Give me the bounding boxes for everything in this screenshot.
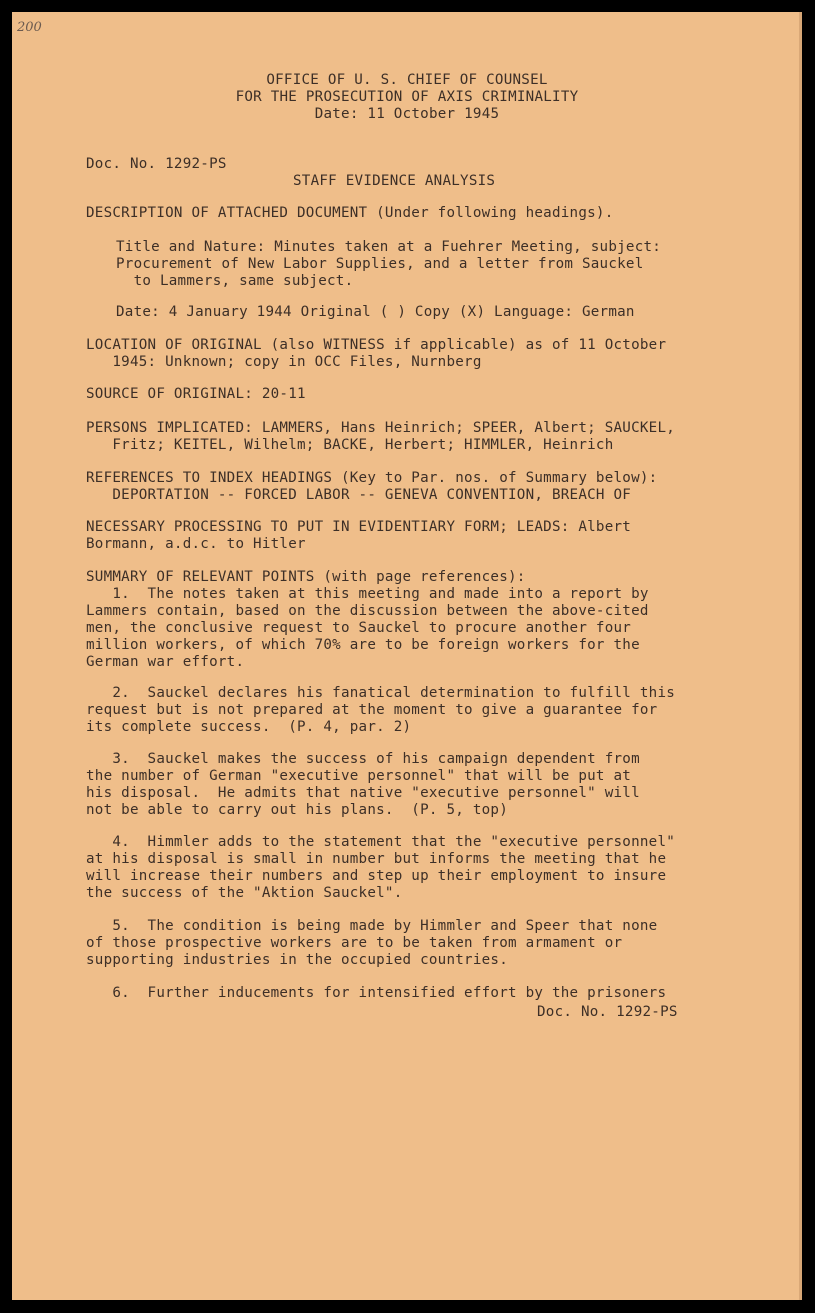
point-line: will increase their numbers and step up their employment to insure (86, 868, 667, 884)
analysis-title: STAFF EVIDENCE ANALYSIS (293, 173, 496, 189)
header-date: Date: 11 October 1945 (314, 106, 500, 122)
point-line: 3. Sauckel makes the success of his campaign dependent from (86, 751, 640, 767)
persons-line: Fritz; KEITEL, Wilhelm; BACKE, Herbert; HIMMLER, Heinrich (86, 437, 614, 453)
point-line: request but is not prepared at the moment to give a guarantee for (86, 702, 658, 718)
necessary-line: NECESSARY PROCESSING TO PUT IN EVIDENTIARY FORM; LEADS: Albert (86, 519, 632, 535)
handwritten-annotation: 200 (17, 20, 42, 35)
point-line: 4. Himmler adds to the statement that the "executive personnel" (86, 834, 676, 850)
point-line: its complete success. (P. 4, par. 2) (86, 719, 412, 735)
point-line: his disposal. He admits that native "executive personnel" will (86, 785, 640, 801)
point-line: 5. The condition is being made by Himmler and Speer that none (86, 918, 658, 934)
point-line: 2. Sauckel declares his fanatical determination to fulfill this (86, 685, 676, 701)
point-line: German war effort. (86, 654, 245, 670)
point-line: the success of the "Aktion Sauckel". (86, 885, 403, 901)
point-line: at his disposal is small in number but informs the meeting that he (86, 851, 667, 867)
title-nature-line: Title and Nature: Minutes taken at a Fuehrer Meeting, subject: (116, 239, 662, 255)
references-line: REFERENCES TO INDEX HEADINGS (Key to Par. nos. of Summary below): (86, 470, 658, 486)
persons-line: PERSONS IMPLICATED: LAMMERS, Hans Heinrich; SPEER, Albert; SAUCKEL, (86, 420, 676, 436)
point-line: of those prospective workers are to be taken from armament or (86, 935, 623, 951)
point-line: supporting industries in the occupied countries. (86, 952, 508, 968)
doc-number: Doc. No. 1292-PS (86, 156, 227, 172)
point-line: men, the conclusive request to Sauckel to procure another four (86, 620, 632, 636)
source-line: SOURCE OF ORIGINAL: 20-11 (86, 386, 306, 402)
document-page (12, 12, 802, 1300)
footer-doc-number: Doc. No. 1292-PS (537, 1004, 678, 1020)
header-line-1: OFFICE OF U. S. CHIEF OF COUNSEL (266, 72, 548, 88)
necessary-line: Bormann, a.d.c. to Hitler (86, 536, 306, 552)
summary-heading: SUMMARY OF RELEVANT POINTS (with page references): (86, 569, 526, 585)
point-line: Lammers contain, based on the discussion between the above-cited (86, 603, 649, 619)
location-line: 1945: Unknown; copy in OCC Files, Nurnberg (86, 354, 482, 370)
point-line: 6. Further inducements for intensified effort by the prisoners (86, 985, 667, 1001)
header-line-2: FOR THE PROSECUTION OF AXIS CRIMINALITY (235, 89, 579, 105)
references-line: DEPORTATION -- FORCED LABOR -- GENEVA CONVENTION, BREACH OF (86, 487, 632, 503)
date-line: Date: 4 January 1944 Original ( ) Copy (X) Language: German (116, 304, 635, 320)
point-line: 1. The notes taken at this meeting and made into a report by (86, 586, 649, 602)
location-line: LOCATION OF ORIGINAL (also WITNESS if applicable) as of 11 October (86, 337, 667, 353)
point-line: the number of German "executive personnel" that will be put at (86, 768, 632, 784)
title-nature-line: to Lammers, same subject. (116, 273, 354, 289)
point-line: million workers, of which 70% are to be foreign workers for the (86, 637, 640, 653)
title-nature-line: Procurement of New Labor Supplies, and a letter from Sauckel (116, 256, 644, 272)
description-heading: DESCRIPTION OF ATTACHED DOCUMENT (Under following headings). (86, 205, 614, 221)
point-line: not be able to carry out his plans. (P. 5, top) (86, 802, 508, 818)
